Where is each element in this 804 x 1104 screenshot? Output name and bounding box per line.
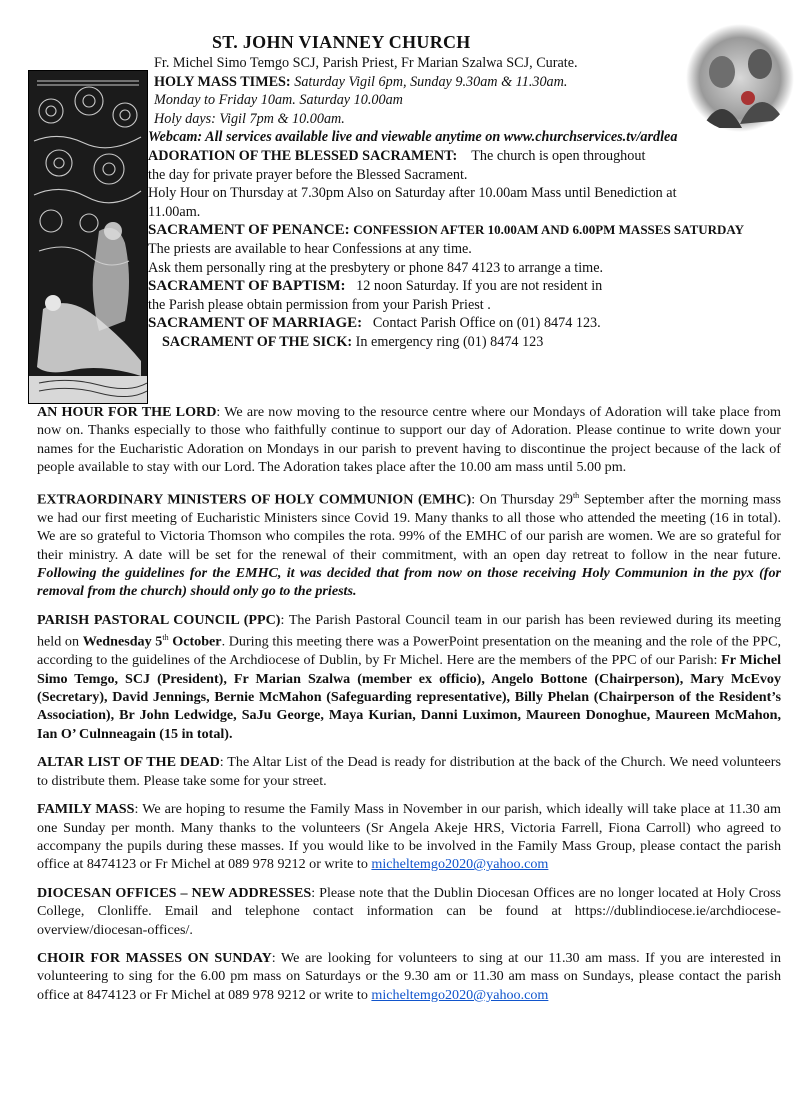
marriage-text: Contact Parish Office on (01) 8474 123.: [372, 315, 601, 332]
sick-text: In emergency ring (01) 8474 123: [355, 333, 544, 350]
ppc-date: Wednesday 5: [82, 633, 163, 650]
newsletter-body: [37, 403, 781, 1014]
church-name: ST. JOHN VIANNEY CHURCH: [212, 32, 471, 52]
family-email-link[interactable]: micheltemgo2020@yahoo.com: [371, 856, 549, 873]
penance-confession: CONFESSION AFTER 10.00AM AND 6.00PM MASSES SATURDAY: [353, 222, 745, 238]
holy-hour-line: Holy Hour on Thursday at 7.30pm Also on Saturday after 10.00am Mass until Benediction at: [148, 185, 677, 202]
choir-heading: CHOIR FOR MASSES ON SUNDAY: [37, 949, 272, 966]
adoration-line-2: the day for private prayer before the Blessed Sacrament.: [148, 166, 468, 183]
sick-line: [162, 333, 788, 352]
adoration-label: ADORATION OF THE BLESSED SACRAMENT:: [148, 147, 458, 164]
diocesan-offices-paragraph: [37, 884, 781, 939]
emhc-heading: EXTRAORDINARY MINISTERS OF HOLY COMMUNION (EMHC): [37, 491, 472, 508]
penance-line: [148, 221, 788, 240]
diocesan-text: : Please note that the Dublin Diocesan Offices are no longer located at Holy Cross College, Clonliffe. Email and telephone contact information can be found at https://dublindiocese.ie/archdiocese-overview/diocesan-offices/.: [37, 884, 782, 938]
ppc-date-suffix: th: [162, 633, 169, 643]
family-heading: FAMILY MASS: [37, 801, 135, 818]
choir-paragraph: [37, 949, 781, 1004]
church-info-header: [148, 30, 788, 352]
baptism-label: SACRAMENT OF BAPTISM:: [148, 278, 346, 295]
penance-line-1: The priests are available to hear Confessions at any time.: [148, 240, 472, 257]
baptism-text: 12 noon Saturday. If you are not resident in: [356, 278, 603, 295]
ppc-text-1: : The Parish Pastoral Council team in our parish has been reviewed during its meeting held on: [37, 611, 781, 650]
marriage-line: [148, 314, 788, 333]
holy-days-times: Holy days: Vigil 7pm & 10.00am.: [154, 110, 345, 127]
baptism-line: [148, 277, 788, 296]
ppc-members: Fr Michel Simo Temgo, SCJ (President), Fr Marian Szalwa (member ex officio), Angelo Bottone (Chairperson), Mary McEvoy (Secretary), David Jennings, Bernie McMahon (Safeguarding representative), Billy Phelan (Chairperson of the Resident’s Association), Br John Ledwidge, SaJu George, Maya Kurian, Danni Luximon, Maureen Donoghue, Maureen McMahon, Ian O’ Culnneagain (15 in total).: [37, 652, 782, 742]
weekday-times: Monday to Friday 10am. Saturday 10.00am: [154, 92, 403, 109]
diocesan-heading: DIOCESAN OFFICES – NEW ADDRESSES: [37, 884, 312, 901]
emhc-paragraph: [37, 487, 781, 601]
clergy-line: Fr. Michel Simo Temgo SCJ, Parish Priest, Fr Marian Szalwa SCJ, Curate.: [154, 55, 578, 71]
ppc-date-month: October: [168, 633, 222, 650]
family-text: : We are hoping to resume the Family Mass in November in our parish, which ideally will take place at 11.30 am one Sunday per month. Many thanks to the volunteers (Sr Angela Akeje HRS, Victoria Farrell, Fiona Carroll) who agreed to accompany the pupils during these masses. If you would like to be involved in the Family Mass Group, please contact the parish office at 8474123 or Fr Michel at 089 978 9212 or write to: [37, 801, 781, 873]
sick-label: SACRAMENT OF THE SICK:: [162, 333, 353, 350]
altar-text: : The Altar List of the Dead is ready for distribution at the back of the Church. We need volunteers to distribute them. Please take some for your street.: [37, 754, 781, 789]
family-mass-paragraph: [37, 800, 781, 874]
holy-hour-end: 11.00am.: [148, 203, 201, 220]
marriage-label: SACRAMENT OF MARRIAGE:: [148, 315, 363, 332]
ppc-paragraph: [37, 611, 781, 744]
ppc-text-2: . During this meeting there was a PowerPoint presentation on the meaning and the role of the PPC, according to the guidelines of the Archdiocese of Dublin, by Fr Michel. Here are the members of the PPC of our Parish:: [37, 633, 781, 669]
emhc-guideline: Following the guidelines for the EMHC, it was decided that from now on those receiving Holy Communion in the pyx (for removal from the church) should only go to the priests.: [37, 564, 781, 600]
emhc-text-2: September after the morning mass we had our first meeting of Eucharistic Ministers since Covid 19. Many thanks to all those who attended the meeting (16 in total). We are so grateful to Victoria Thomson who compiles the rota. 99% of the EMHC of our parish are women. We are so grateful for their ministry. A date will be set for the renewal of their commitment, with an open day retreat to follow in the near future.: [37, 491, 781, 563]
hour-heading: AN HOUR FOR THE LORD: [37, 404, 217, 420]
choir-text: : We are looking for volunteers to sing at our 11.30 am mass. If you are interested in volunteering to sing for the 6.00 pm mass on Saturdays or the 9.30 am or 11.30 am mass on Sundays, please contact the parish office at 8474123 or Fr Michel at 089 978 9212 or write to: [37, 949, 781, 1003]
mass-times-value: Saturday Vigil 6pm, Sunday 9.30am & 11.30am.: [294, 73, 568, 90]
mass-times-line: [154, 73, 788, 92]
baptism-line-2: the Parish please obtain permission from your Parish Priest .: [148, 296, 491, 313]
webcam-line: Webcam: All services available live and viewable anytime on www.churchservices.tv/ardlea: [148, 129, 678, 146]
pieta-engraving-image: [28, 70, 148, 404]
choir-email-link[interactable]: micheltemgo2020@yahoo.com: [371, 986, 549, 1003]
hour-text: : We are now moving to the resource centre where our Mondays of Adoration will take place from now on. Thanks especially to those who faithfully continue to support our day of Adoration. Please continue to write down your names for the Eucharistic Adoration on Mondays in our parish to prevent having to discontinue the project because of the lack of people available to stay with our Lord. The Adoration takes place after the 10.00 am mass until 5.00 pm.: [37, 404, 781, 476]
adoration-text: The church is open throughout: [471, 147, 646, 164]
hour-for-the-lord-paragraph: [37, 403, 781, 477]
ppc-heading: PARISH PASTORAL COUNCIL (PPC): [37, 611, 281, 628]
emhc-text-1: : On Thursday 29: [471, 491, 573, 508]
penance-label: SACRAMENT OF PENANCE:: [148, 222, 350, 239]
penance-line-2: Ask them personally ring at the presbytery or phone 847 4123 to arrange a time.: [148, 259, 604, 276]
emhc-date-suffix: th: [572, 490, 580, 500]
altar-list-paragraph: [37, 753, 781, 790]
mass-times-label: HOLY MASS TIMES:: [154, 73, 291, 90]
altar-heading: ALTAR LIST OF THE DEAD: [37, 754, 220, 771]
adoration-line: [148, 147, 788, 166]
